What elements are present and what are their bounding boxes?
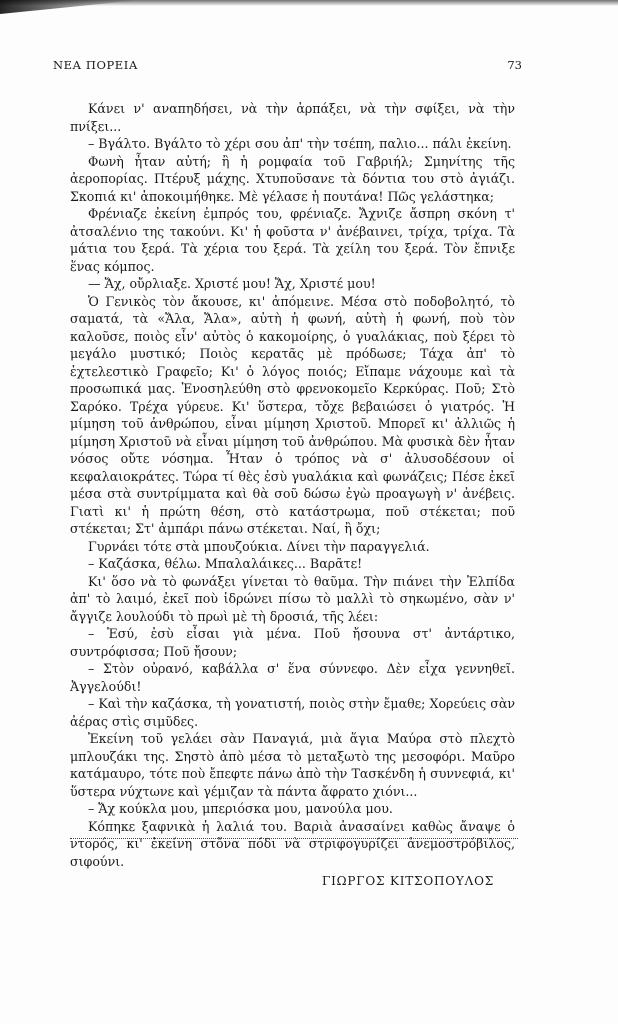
paragraph: – Βγάλτο. Βγάλτο τὸ χέρι σου ἀπ' τὴν τσέπη, παλιο... πάλι ἐκείνη. — [88, 136, 512, 151]
dotted-separator — [70, 832, 518, 839]
paragraph: Ὁ Γενικὸς τὸν ἄκουσε, κι' ἀπόμεινε. Μέσα στὸ ποδοβολητό, τὸ σαματά, τὰ «Ἄλα, Ἄλα», αὐτὴ ἡ φωνή, αὐτὴ ἡ φωνή, ποὺ τὸν καλοῦσε, ποιὸς εἶν' αὐτὸς ὁ κακομοίρης, ὁ γυαλάκιας, ποὺ ξέρει τὸ μεγάλο μυστικό; Ποιὸς κερατᾶς μὲ πρόδωσε; Τάχα ἀπ' τὸ ἐχτελεστικὸ Γραφεῖο; Κι' ὁ λόγος ποιός; Εἴπαμε νάχουμε καὶ τὰ προσωπικά μας. Ἐνοσηλεύθη στὸ φρενοκομεῖο Κερκύρας. Ποῦ; Στὸ Σαρόκο. Τρέχα γύρευε. Κι' ὕστερα, τὄχε βεβαιώσει ὁ γιατρός. Ἡ μίμηση τοῦ ἀνθρώπου, εἶναι μίμηση Χριστοῦ. Μπορεῖ κι' ἀλλιῶς ἡ μίμηση Χριστοῦ νὰ εἶναι μίμηση τοῦ ἀνθρώπου. Μὰ φυσικὰ δὲν ἦταν νόσος οὔτε νόσημα. Ἦταν ὁ τρόπος νὰ σ' ἀλυσοδέσουν οἱ κεφαλαιοκράτες. Τώρα τί θὲς ἐσὺ γυαλάκια καὶ φωνάζεις; Πέσε ἐκεῖ μέσα στὰ συντρίμματα καὶ θὰ σοῦ δώσω ἐγὼ προαγωγὴ ν' ἀνέβεις. Γιατὶ κι' ἡ πρώτη θέση, στὸ κατάστρωμα, ποῦ στέκεται; ποῦ στέκεται; Στ' ἀμπάρι πάνω στέκεται. Ναί, ἢ ὄχι; — [70, 293, 515, 536]
paragraph: – Καὶ τὴν καζάσκα, τὴ γονατιστή, ποιὸς στὴν ἔμαθε; Χορεύεις σὰν ἀέρας στὶς σιμῦδες. — [70, 696, 515, 729]
paragraph: — Ἄχ, οὔρλιαξε. Χριστέ μου! Ἄχ, Χριστέ μου! — [88, 276, 376, 291]
paragraph: Κόπηκε ξαφνικὰ ἡ λαλιά του. Βαριὰ ἀνασαίνει καθὼς ἄναψε ὁ ντορός, κι' ἐκείνη στὄνα πόδι νὰ στριφογυρίζει ἀνεμοστρόβιλος, σιφούνι. — [70, 818, 515, 869]
paragraph: Κάνει ν' αναπηδήσει, νὰ τὴν ἁρπάξει, νὰ τὴν σφίξει, νὰ τὴν πνίξει... — [70, 101, 515, 134]
author-signature: ΓΙΩΡΓΟΣ ΚΙΤΣΟΠΟΥΛΟΣ — [322, 874, 494, 888]
scan-shadow-corner — [0, 0, 140, 14]
paragraph: – Ἄχ κούκλα μου, μπεριόσκα μου, μανούλα μου. — [88, 801, 393, 816]
paragraph: – Καζάσκα, θέλω. Μπαλαλάικες... Βαρᾶτε! — [88, 556, 363, 571]
running-head: ΝΕΑ ΠΟΡΕΙΑ — [53, 58, 138, 72]
paragraph: – Στὸν οὐρανό, καβάλλα σ' ἕνα σύννεφο. Δὲν εἶχα γεννηθεῖ. Ἀγγελούδι! — [70, 661, 515, 694]
paragraph: Φρένιαζε ἐκείνη ἐμπρός του, φρένιαζε. Ἄχνιζε ἄσπρη σκόνη τ' ἀτσαλένιο της τακούνι. Κι' ἡ φοῦστα ν' ἀνέβαινει, τρίχα, τρίχα. Τὰ μάτια του ξερά. Τὰ χέρια του ξερά. Τὰ χείλη του ξερά. Τὸν ἔπνιξε ἕνας κόμπος. — [70, 206, 515, 274]
paragraph: Γυρνάει τότε στὰ μπουζούκια. Δίνει τὴν παραγγελιά. — [88, 538, 430, 554]
body-text — [70, 100, 515, 870]
paragraph: Ἐκείνη τοῦ γελάει σὰν Παναγιά, μιὰ ἅγια Μαύρα στὸ πλεχτὸ μπλουζάκι της. Σηστὸ ἀπὸ μέσα τὸ μεταξωτὸ της μεσοφόρι. Μαῦρο κατάμαυρο, τότε ποὺ ἔπεφτε πάνω ἀπὸ τὴν Τασκένδη ἡ συννεφιά, κι' ὕστερα νύχτωνε καὶ γέμιζαν τὰ πάντα ἄφρατο χιόνι... — [70, 731, 515, 799]
paragraph: Κι' ὅσο νὰ τὸ φωνάξει γίνεται τὸ θαῦμα. Τὴν πιάνει τὴν Ἐλπίδα ἀπ' τὸ λαιμό, ἐκεῖ ποὺ ἱδρώνει πίσω τὸ μαλλὶ τὸ σηκωμένο, σὰν ν' ἄγγιζε λουλούδι τὸ πρωὶ μὲ τὴ δροσιά, τῆς λέει: — [70, 573, 515, 624]
paragraph: Φωνὴ ἦταν αὐτή; ἢ ἡ ρομφαία τοῦ Γαβριήλ; Σμηνίτης τῆς ἀεροπορίας. Πτέρυξ μάχης. Χτυποῦσανε τὰ δόντια του στὸ ἀγιάζι. Σκοπιά κι' ἀποκοιμήθηκε. Μὲ γέλασε ἡ πουτάνα! Πῶς γελάστηκα; — [70, 153, 515, 204]
paragraph: – Ἐσύ, ἐσὺ εἶσαι γιὰ μένα. Ποῦ ἤσουνα στ' ἀντάρτικο, συντρόφισσα; Ποῦ ἤσουν; — [70, 626, 515, 659]
page-number: 73 — [507, 58, 522, 72]
